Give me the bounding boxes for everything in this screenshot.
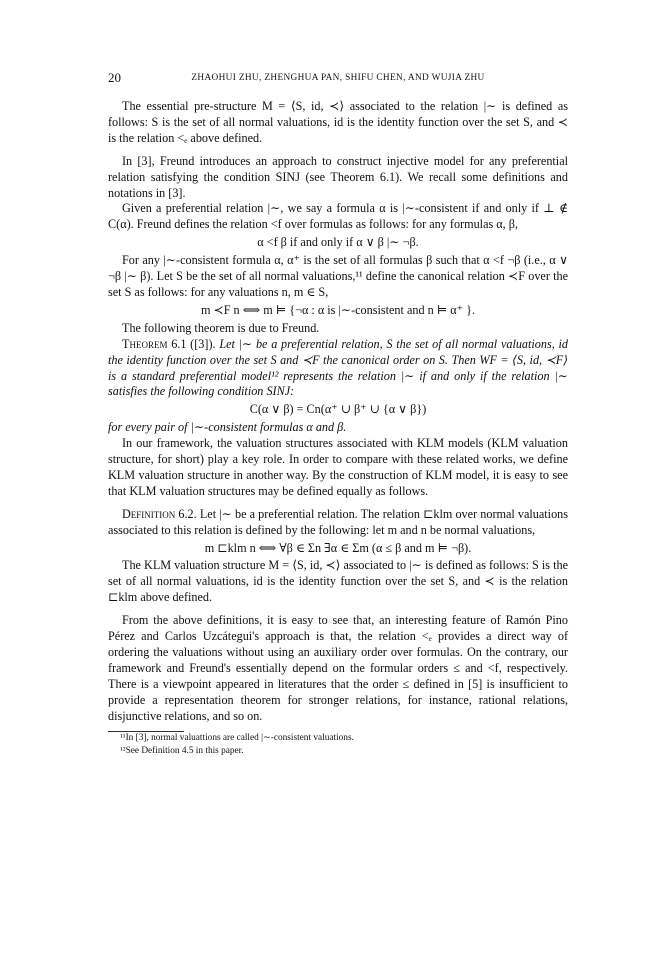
display-formula-sinj: C(α ∨ β) = Cn(α⁺ ∪ β⁺ ∪ {α ∨ β}) (249, 402, 427, 417)
paragraph-freund-intro: In [3], Freund introduces an approach to construct injective model for any preferential relation satisfying the condition SINJ (see Theorem 6.1). We recall some definitions and notations in [3]. (108, 153, 568, 200)
page-number: 20 (108, 70, 121, 85)
theorem-statement: Let |∼ be a preferential relation, S the set of all normal valuations, id the identity function over the set S and ≺F the canonical order on S. Then WF = ⟨S, id, ≺F⟩ is a standard preferential model¹² represents the relation |∼ if and only if the relation |∼ satisfies the following condition SINJ: (108, 336, 568, 399)
page-body (108, 99, 568, 758)
running-head: ZHAOHUI ZHU, ZHENGHUA PAN, SHIFU CHEN, AND WUJIA ZHU (191, 73, 485, 83)
paragraph-alpha-plus: For any |∼-consistent formula α, α⁺ is the set of all formulas β such that α <f ¬β (i.e., α ∨ ¬β |∼ β). Let S be the set of all normal valuations,¹¹ define the canonical relation ≺F over the set S as follows: for any valuations n, m ∈ S, (108, 253, 568, 299)
paragraph-comparison: From the above definitions, it is easy to see that, an interesting feature of Ramón Pino Pérez and Carlos Uzcátegui's approach is that, the relation <ₑ provides a direct way of ordering the valuations without using an auxiliary order over formulas. On the contrary, our framework and Freund's essentially depend on the formular orders ≤ and <f, respectively. There is a viewpoint appeared in literatures that the order ≤ defined in [5] is insufficient to provide a representation theorem for stronger relations, for instance, rational relations, disjunctive relations, and so on. (108, 613, 568, 723)
footnote-12: ¹²See Definition 4.5 in this paper. (120, 745, 244, 756)
theorem-6-1 (108, 337, 568, 401)
paragraph-klm-structure: The KLM valuation structure M = ⟨S, id, ≺⟩ associated to |∼ is defined as follows: S is the set of all normal valuations, id is the identity function over the set S, and ≺ is the relation ⊏klm above defined. (108, 558, 568, 605)
footnote-11: ¹¹In [3], normal valuattions are called |∼-consistent valuations. (120, 732, 354, 743)
paragraph-essential-pre-structure: The essential pre-structure M = ⟨S, id, ≺⟩ associated to the relation |∼ is defined as follows: S is the set of all normal valuations, id is the identity function over the set S, and ≺ is the relation <ₑ above defined. (108, 99, 568, 145)
definition-heading: Definition 6.2. (122, 506, 197, 521)
paragraph-consistent-definition: Given a preferential relation |∼, we say a formula α is |∼-consistent if and only if ⊥ ∉ C(α). Freund defines the relation <f over formulas as follows: for any formulas α, β, (108, 201, 568, 232)
theorem-continuation: for every pair of |∼-consistent formulas α and β. (108, 420, 347, 435)
display-formula-canonical-relation: m ≺F n ⟺ m ⊨ {¬α : α is |∼-consistent and n ⊨ α⁺ }. (200, 302, 476, 317)
display-formula-klm-relation: m ⊏klm n ⟺ ∀β ∈ Σn ∃α ∈ Σm (α ≤ β and m ⊨ ¬β). (204, 540, 472, 555)
theorem-heading: Theorem 6.1 ([3]). (122, 336, 216, 351)
paragraph-klm-valuation: In our framework, the valuation structures associated with KLM models (KLM valuation structure, for short) play a key role. In order to compare with these related works, we define KLM valuation structure in another way. By the construction of KLM model, it is easy to see that KLM valuation structures may be defined equally as follows. (108, 436, 568, 498)
paragraph-theorem-lead: The following theorem is due to Freund. (122, 320, 320, 335)
definition-6-2 (108, 507, 568, 539)
page-header (108, 70, 568, 86)
display-formula-less-f: α <f β if and only if α ∨ β |∼ ¬β. (257, 235, 419, 250)
definition-statement: Let |∼ be a preferential relation. The relation ⊏klm over normal valuations associated to this relation is defined by the following: let m and n be normal valuations, (108, 506, 568, 537)
